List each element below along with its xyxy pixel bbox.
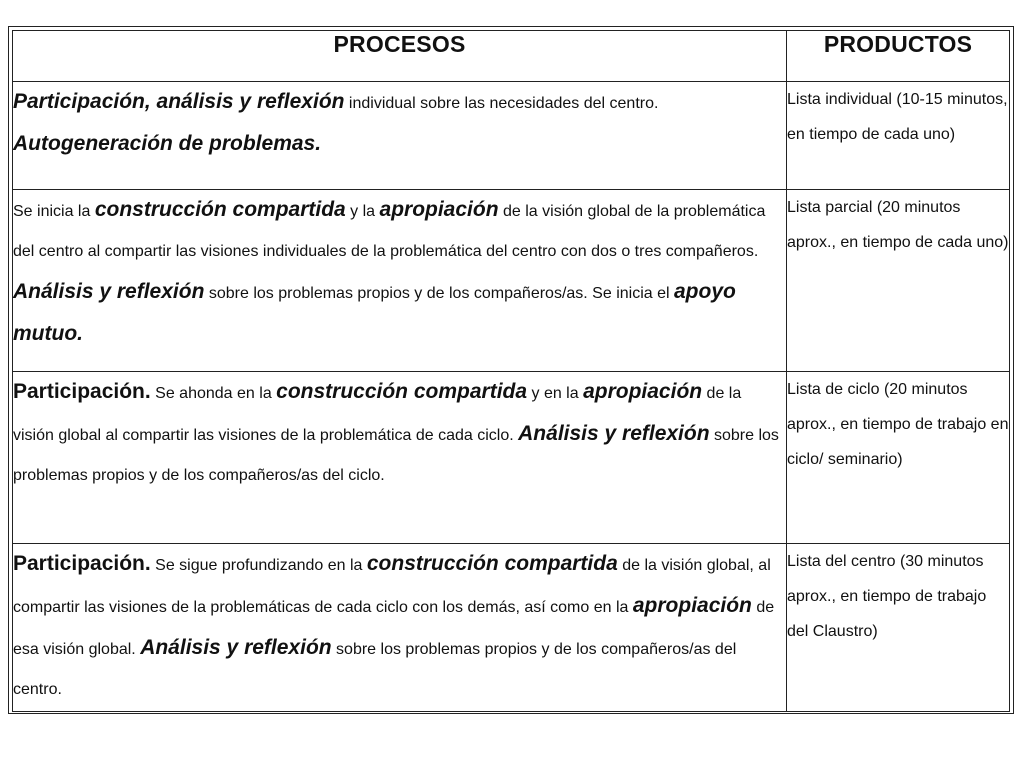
emphasis-text: construcción compartida (94, 198, 346, 221)
body-text: sobre los problemas propios y de los compañeros/as. Se inicia el (204, 285, 674, 302)
body-text: y en la (527, 385, 584, 402)
emphasis-text: Análisis y reflexión (13, 280, 205, 303)
proceso-cell (13, 82, 787, 190)
producto-cell: Lista de ciclo (20 minutos aprox., en tiempo de trabajo en ciclo/ seminario) (787, 372, 1010, 544)
body-text: sobre los problemas propios y de los compañeros/as del centro. (13, 641, 737, 698)
body-text: individual sobre las necesidades del centro. (344, 95, 659, 112)
emphasis-text: apropiación (632, 594, 752, 617)
emphasis-text: apoyo mutuo. (13, 280, 736, 345)
emphasis-text: Participación. (13, 552, 151, 575)
producto-cell: Lista del centro (30 minutos aprox., en tiempo de trabajo del Claustro) (787, 544, 1010, 712)
body-text: Se inicia la (13, 203, 95, 220)
table-row (13, 372, 1010, 544)
body-text: de la visión global de la problemática del centro al compartir las visiones individuales de la problemática del centro con dos o tres compañeros. (13, 203, 766, 260)
body-text: y la (345, 203, 380, 220)
producto-cell: Lista parcial (20 minutos aprox., en tiempo de cada uno) (787, 190, 1010, 372)
body-text: sobre los problemas propios y de los compañeros/as del ciclo. (13, 427, 779, 484)
table-row (13, 82, 1010, 190)
emphasis-text: Análisis y reflexión (140, 636, 332, 659)
emphasis-text: apropiación (583, 380, 703, 403)
emphasis-text: Autogeneración de problemas. (13, 132, 322, 155)
proceso-cell (13, 372, 787, 544)
emphasis-text: Participación. (13, 380, 151, 403)
proceso-cell (13, 190, 787, 372)
document-frame (8, 26, 1014, 714)
emphasis-text: Participación, análisis y reflexión (13, 90, 345, 113)
body-text: de esa visión global. (13, 599, 775, 658)
table-row (13, 544, 1010, 712)
column-header-procesos: PROCESOS (13, 31, 787, 82)
process-product-table (12, 30, 1010, 712)
column-header-productos: PRODUCTOS (787, 31, 1010, 82)
table-header-row (13, 31, 1010, 82)
body-text: de la visión global al compartir las visiones de la problemática de cada ciclo. (13, 385, 742, 444)
table-row (13, 190, 1010, 372)
producto-cell: Lista individual (10-15 minutos, en tiempo de cada uno) (787, 82, 1010, 190)
emphasis-text: construcción compartida (366, 552, 618, 575)
body-text: de la visión global, al compartir las visiones de la problemáticas de cada ciclo con los demás, así como en la (13, 557, 771, 616)
body-text: Se sigue profundizando en la (150, 557, 367, 574)
emphasis-text: Análisis y reflexión (518, 422, 710, 445)
emphasis-text: apropiación (379, 198, 499, 221)
emphasis-text: construcción compartida (276, 380, 528, 403)
body-text: Se ahonda en la (150, 385, 277, 402)
proceso-cell (13, 544, 787, 712)
